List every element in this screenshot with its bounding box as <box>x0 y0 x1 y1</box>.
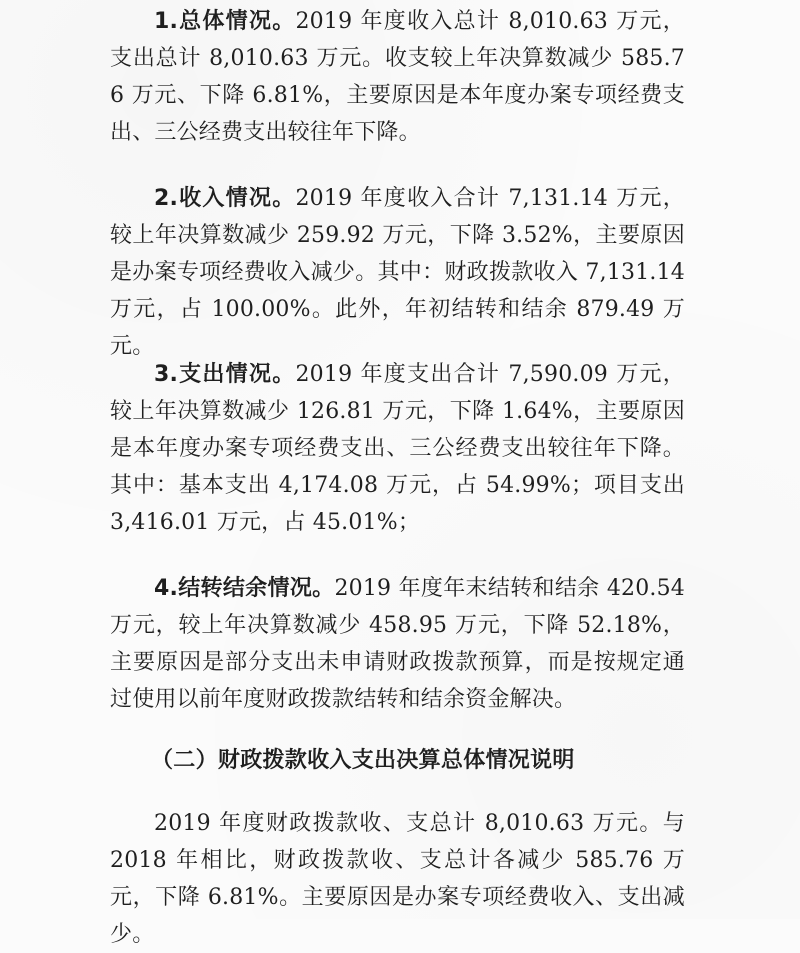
section-body-carryover: 2019 年度年末结转和结余 420.54 万元，较上年决算数减少 458.95 万元，下降 52.18%，主要原因是部分支出未申请财政拨款预算，而是按规定通过使用以前年度财政拨款结转和结余资金解决。 <box>110 576 685 712</box>
section-body-expenditure: 2019 年度支出合计 7,590.09 万元，较上年决算数减少 126.81 万元，下降 1.64%，主要原因是本年度办案专项经费支出、三公经费支出较往年下降。其中：基本支出 4,174.08 万元，占 54.99%；项目支出 3,416.01 万元，占 45.01%； <box>110 362 685 535</box>
section-body-overall: 2019 年度收入总计 8,010.63 万元，支出总计 8,010.63 万元。收支较上年决算数减少 585.76 万元、下降 6.81%，主要原因是本年度办案专项经费支出、三公经费支出较往年下降。 <box>110 9 685 145</box>
paragraph-overall <box>110 3 685 151</box>
section-heading-carryover: 4.结转结余情况。 <box>154 576 335 601</box>
section-expenditure <box>110 356 685 541</box>
paragraph-expenditure <box>110 356 685 541</box>
section-body-income: 2019 年度收入合计 7,131.14 万元，较上年决算数减少 259.92 万元，下降 3.52%，主要原因是办案专项经费收入减少。其中：财政拨款收入 7,131.14 万元，占 100.00%。此外，年初结转和结余 879.49 万元。 <box>110 186 685 359</box>
section-heading-income: 2.收入情况。 <box>154 186 296 211</box>
section-fiscal-summary <box>110 805 685 953</box>
paragraph-carryover <box>110 570 685 718</box>
section-carryover <box>110 570 685 718</box>
section-heading-expenditure: 3.支出情况。 <box>154 362 296 387</box>
paragraph-fiscal-summary: 2019 年度财政拨款收、支总计 8,010.63 万元。与 2018 年相比，财政拨款收、支总计各减少 585.76 万元，下降 6.81%。主要原因是办案专项经费收入、支出减少。 <box>110 811 685 947</box>
section-overall <box>110 3 685 151</box>
section-income <box>110 180 685 365</box>
section-heading-overall: 1.总体情况。 <box>154 9 296 34</box>
paragraph-income <box>110 180 685 365</box>
subheading-fiscal-summary: （二）财政拨款收入支出决算总体情况说明 <box>151 748 575 773</box>
